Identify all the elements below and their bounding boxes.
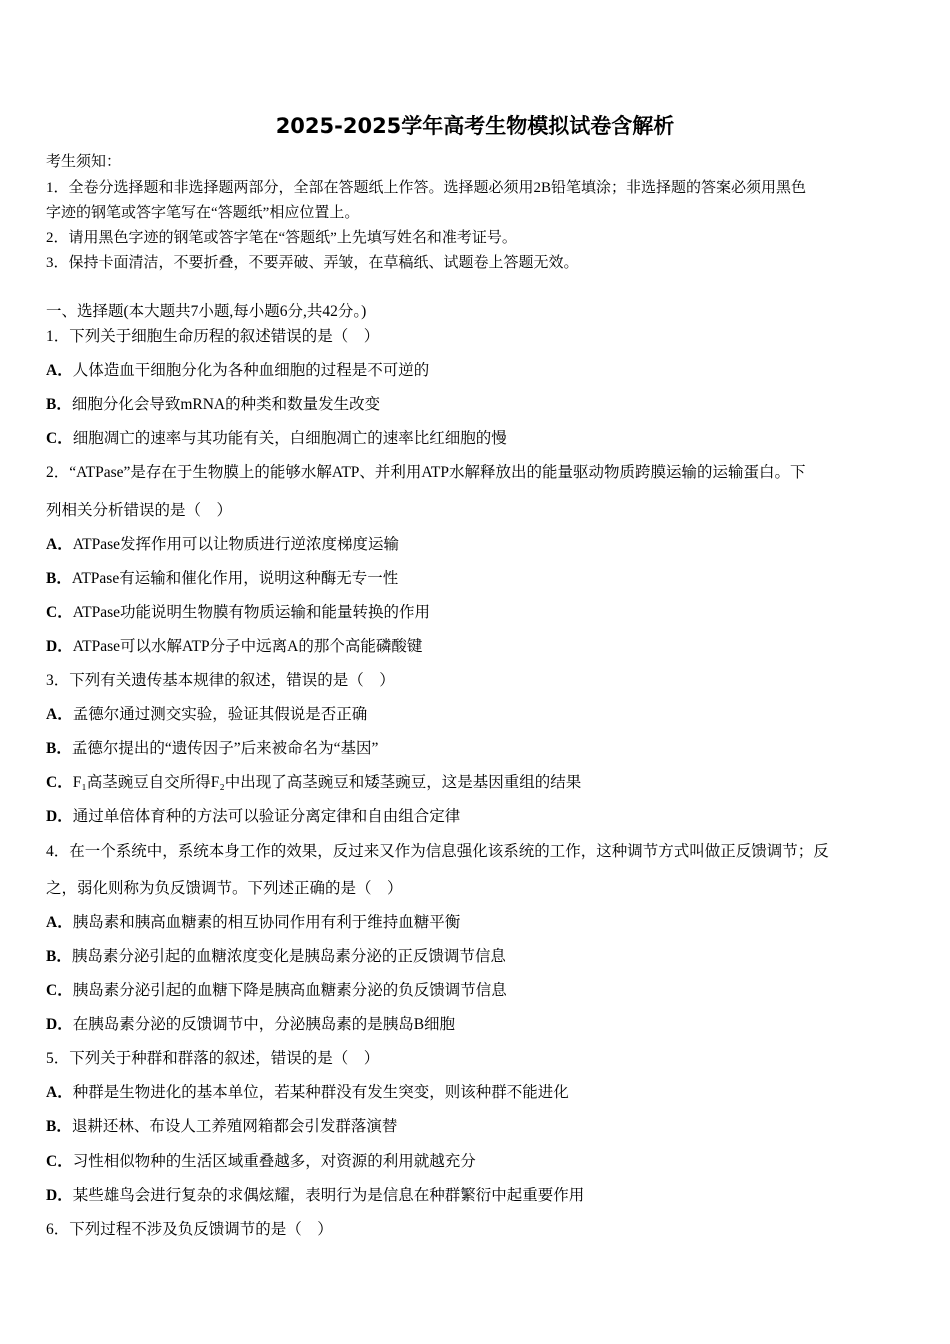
option-label: A．	[46, 914, 73, 931]
option-text: F₁高茎豌豆自交所得F₂中出现了高茎豌豆和矮茎豌豆，这是基因重组的结果	[72, 774, 582, 791]
option-label: D．	[46, 638, 73, 655]
question-5-option-a[interactable]	[46, 1083, 569, 1103]
question-2-option-d[interactable]	[46, 637, 422, 657]
notice-item-3: 3．保持卡面清洁，不要折叠，不要弄破、弄皱，在草稿纸、试题卷上答题无效。	[46, 255, 579, 271]
option-text: 胰岛素分泌引起的血糖下降是胰高血糖素分泌的负反馈调节信息	[72, 982, 507, 999]
option-text: 种群是生物进化的基本单位，若某种群没有发生突变，则该种群不能进化	[72, 1084, 569, 1101]
question-4-option-d[interactable]	[46, 1015, 455, 1035]
option-label: A．	[46, 706, 73, 723]
question-2-option-b[interactable]	[46, 569, 398, 589]
question-4-stem-cont: 之，弱化则称为负反馈调节。下列述正确的是（ ）	[46, 880, 403, 897]
notice-item-2: 2．请用黑色字迹的钢笔或答字笔在“答题纸”上先填写姓名和准考证号。	[46, 230, 517, 246]
question-3-option-c[interactable]	[46, 773, 581, 793]
option-label: B．	[46, 1118, 72, 1135]
option-text: 胰岛素和胰高血糖素的相互协同作用有利于维持血糖平衡	[72, 914, 461, 931]
option-text: ATPase有运输和催化作用，说明这种酶无专一性	[71, 570, 399, 587]
question-2-option-c[interactable]	[46, 603, 430, 623]
notice-heading: 考生须知：	[46, 154, 122, 170]
option-label: B．	[46, 396, 72, 413]
option-text: 孟德尔通过测交实验，验证其假说是否正确	[72, 706, 368, 723]
option-label: C．	[46, 982, 73, 999]
question-5-option-d[interactable]	[46, 1186, 584, 1206]
option-text: 在胰岛素分泌的反馈调节中，分泌胰岛素的是胰岛B细胞	[72, 1016, 456, 1033]
question-3-stem: 3．下列有关遗传基本规律的叙述，错误的是（ ）	[46, 672, 395, 689]
question-6-stem: 6．下列过程不涉及负反馈调节的是（ ）	[46, 1221, 333, 1238]
option-text: 胰岛素分泌引起的血糖浓度变化是胰岛素分泌的正反馈调节信息	[71, 948, 506, 965]
option-text: 通过单倍体育种的方法可以验证分离定律和自由组合定律	[72, 808, 461, 825]
option-text: 细胞凋亡的速率与其功能有关，白细胞凋亡的速率比红细胞的慢	[72, 430, 507, 447]
option-label: C．	[46, 1153, 73, 1170]
option-text: ATPase可以水解ATP分子中远离A的那个高能磷酸键	[72, 638, 423, 655]
option-text: 某些雄鸟会进行复杂的求偶炫耀，表明行为是信息在种群繁衍中起重要作用	[72, 1187, 585, 1204]
option-text: 孟德尔提出的“遗传因子”后来被命名为“基因”	[71, 740, 379, 757]
question-4-stem: 4．在一个系统中，系统本身工作的效果，反过来又作为信息强化该系统的工作，这种调节方式叫做正反馈调节；反	[46, 843, 829, 860]
question-4-option-b[interactable]	[46, 947, 506, 967]
question-4-option-a[interactable]	[46, 913, 460, 933]
option-label: B．	[46, 740, 72, 757]
option-label: D．	[46, 1187, 73, 1204]
option-label: C．	[46, 604, 73, 621]
question-5-option-b[interactable]	[46, 1117, 397, 1137]
question-1-option-b[interactable]	[46, 395, 380, 415]
option-text: ATPase发挥作用可以让物质进行逆浓度梯度运输	[72, 536, 400, 553]
option-label: C．	[46, 430, 73, 447]
option-text: 人体造血干细胞分化为各种血细胞的过程是不可逆的	[72, 362, 430, 379]
option-label: A．	[46, 536, 73, 553]
notice-item-1: 1．全卷分选择题和非选择题两部分，全部在答题纸上作答。选择题必须用2B铅笔填涂；非选择题的答案必须用黑色	[46, 180, 807, 196]
option-label: D．	[46, 808, 73, 825]
question-5-stem: 5．下列关于种群和群落的叙述，错误的是（ ）	[46, 1050, 380, 1067]
question-1-option-c[interactable]	[46, 429, 507, 449]
question-3-option-d[interactable]	[46, 807, 460, 827]
option-label: D．	[46, 1016, 73, 1033]
question-3-option-b[interactable]	[46, 739, 378, 759]
section-heading: 一、选择题(本大题共7小题,每小题6分,共42分。)	[46, 303, 367, 320]
notice-item-1-cont: 字迹的钢笔或答字笔写在“答题纸”相应位置上。	[46, 205, 360, 221]
page-title: 2025-2025学年高考生物模拟试卷含解析	[275, 114, 675, 138]
option-label: C．	[46, 774, 73, 791]
option-text: 退耕还林、布设人工养殖网箱都会引发群落演替	[71, 1118, 398, 1135]
option-label: B．	[46, 570, 72, 587]
question-2-stem-cont: 列相关分析错误的是（ ）	[46, 502, 233, 519]
question-1-option-a[interactable]	[46, 361, 429, 381]
question-5-option-c[interactable]	[46, 1152, 476, 1172]
option-label: A．	[46, 362, 73, 379]
question-4-option-c[interactable]	[46, 981, 507, 1001]
question-3-option-a[interactable]	[46, 705, 367, 725]
question-2-stem: 2．“ATPase”是存在于生物膜上的能够水解ATP、并利用ATP水解释放出的能量驱动物质跨膜运输的运输蛋白。下	[46, 464, 806, 481]
question-2-option-a[interactable]	[46, 535, 399, 555]
option-text: 习性相似物种的生活区域重叠越多，对资源的利用就越充分	[72, 1153, 476, 1170]
option-label: B．	[46, 948, 72, 965]
option-text: ATPase功能说明生物膜有物质运输和能量转换的作用	[72, 604, 431, 621]
option-text: 细胞分化会导致mRNA的种类和数量发生改变	[71, 396, 381, 413]
option-label: A．	[46, 1084, 73, 1101]
question-1-stem: 1．下列关于细胞生命历程的叙述错误的是（ ）	[46, 328, 380, 345]
